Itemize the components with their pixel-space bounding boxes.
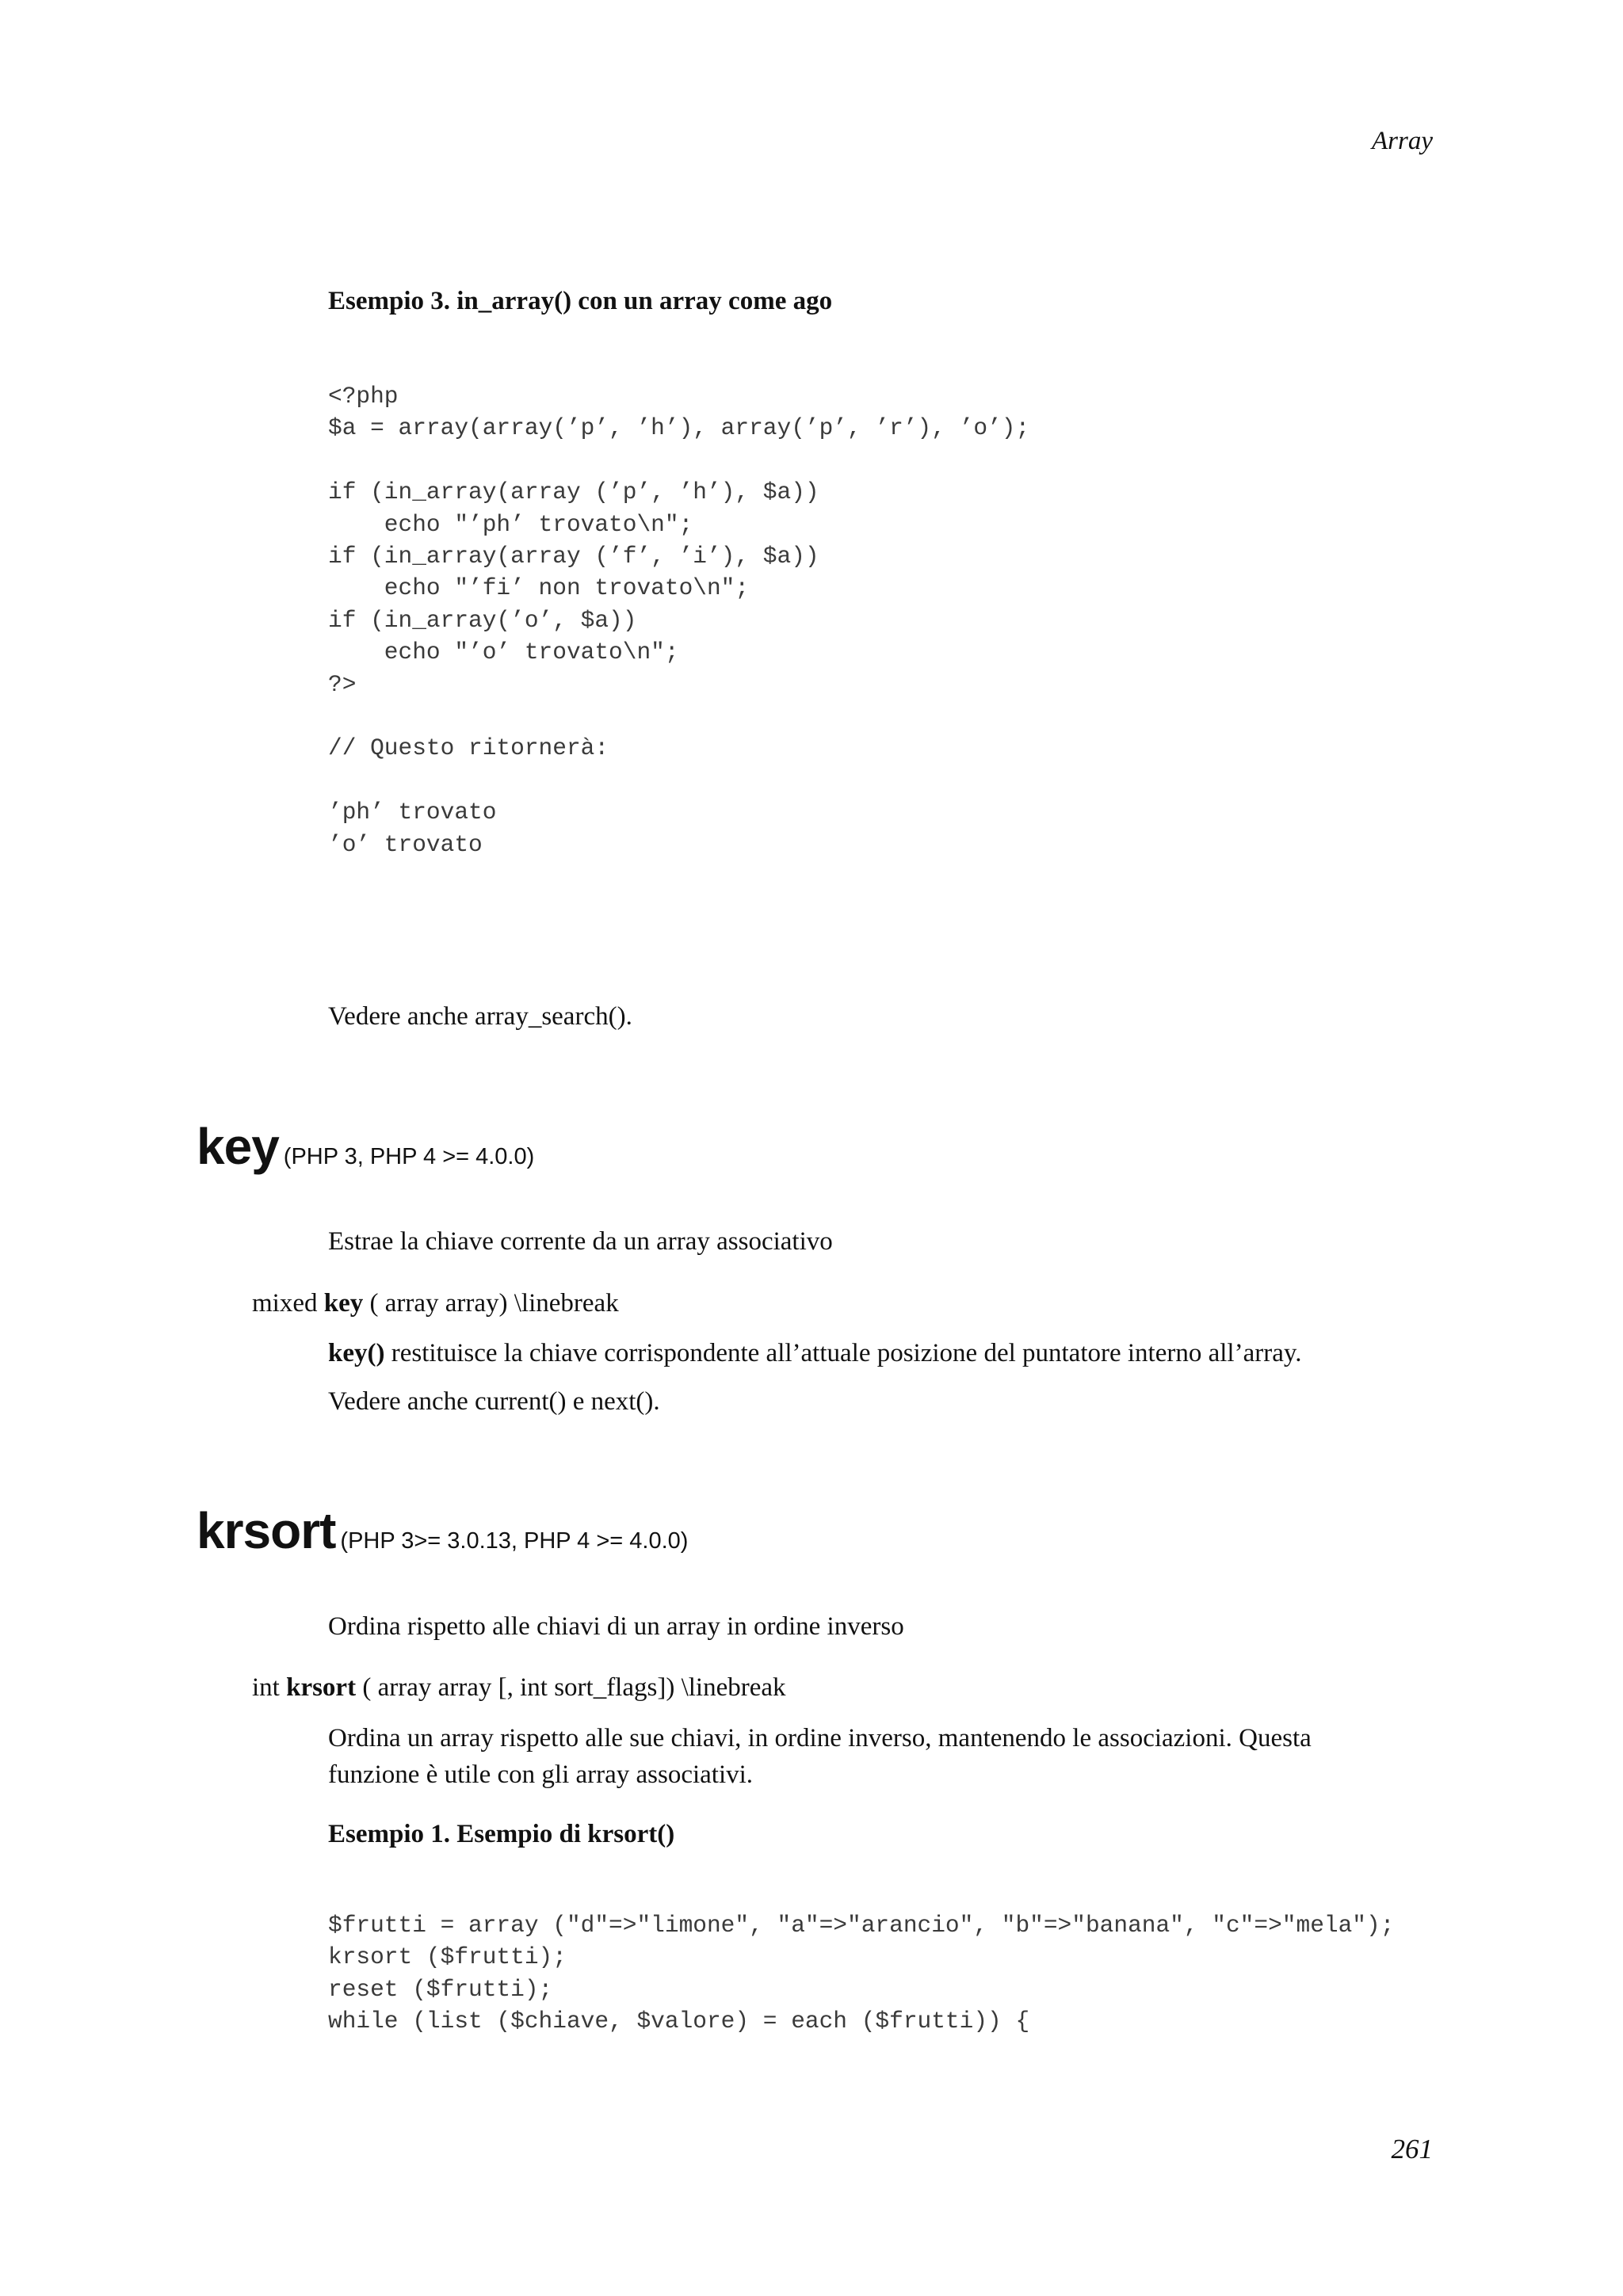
example-3-code: <?php $a = array(array(’p’, ’h’), array(’p’, ’r’), ’o’); if (in_array(array (’p’, ’h’), $a)) echo "’ph’ trovato\n"; if (in_array(array (’f’, ’i’), $a)) echo "’fi’ non trovato\n"; if (in_array(’o’, $a)) echo "’o’ trovato\n"; ?> // Questo ritornerà: ’ph’ trovato ’o’ trovato [328,383,1030,858]
key-function-name: key [323,1289,364,1318]
key-description-func: key() [328,1339,385,1367]
krsort-function-name: krsort [286,1673,357,1702]
running-header: Array [1372,127,1433,155]
see-also-in-array: Vedere anche array_search(). [328,1002,632,1031]
example-3-title: Esempio 3. in_array() con un array come ago [328,287,833,315]
krsort-params: ( array array [, int sort_flags]) \linebreak [362,1673,786,1702]
krsort-description-line-2: funzione è utile con gli array associativi. [328,1760,754,1789]
krsort-return-type: int [252,1673,280,1702]
key-entry-name: key [197,1118,279,1175]
key-entry-version: (PHP 3, PHP 4 >= 4.0.0) [283,1144,535,1169]
krsort-example-1-title: Esempio 1. Esempio di krsort() [328,1820,675,1848]
krsort-synopsis [252,1673,786,1703]
key-purpose: Estrae la chiave corrente da un array associativo [328,1227,833,1256]
key-return-type: mixed [252,1289,318,1318]
krsort-purpose: Ordina rispetto alle chiavi di un array in ordine inverso [328,1612,904,1641]
page-number: 261 [1391,2134,1433,2164]
krsort-example-1-code: $frutti = array ("d"=>"limone", "a"=>"arancio", "b"=>"banana", "c"=>"mela"); krsort ($frutti); reset ($frutti); while (list ($chiave, $valore) = each ($frutti)) { [328,1912,1395,2035]
key-description [328,1335,1301,1371]
key-params: ( array array) \linebreak [369,1289,619,1318]
key-synopsis [252,1289,619,1318]
krsort-description [328,1720,1312,1793]
krsort-description-line-1: Ordina un array rispetto alle sue chiavi, in ordine inverso, mantenendo le associazioni. Questa [328,1724,1312,1753]
key-see-also: Vedere anche current() e next(). [328,1387,660,1416]
krsort-entry-name: krsort [197,1502,336,1559]
key-description-text: restituisce la chiave corrispondente all’attuale posizione del puntatore interno all’array. [384,1339,1302,1367]
key-entry-heading [197,1117,534,1176]
krsort-entry-heading [197,1501,688,1560]
krsort-entry-version: (PHP 3>= 3.0.13, PHP 4 >= 4.0.0) [340,1528,689,1554]
